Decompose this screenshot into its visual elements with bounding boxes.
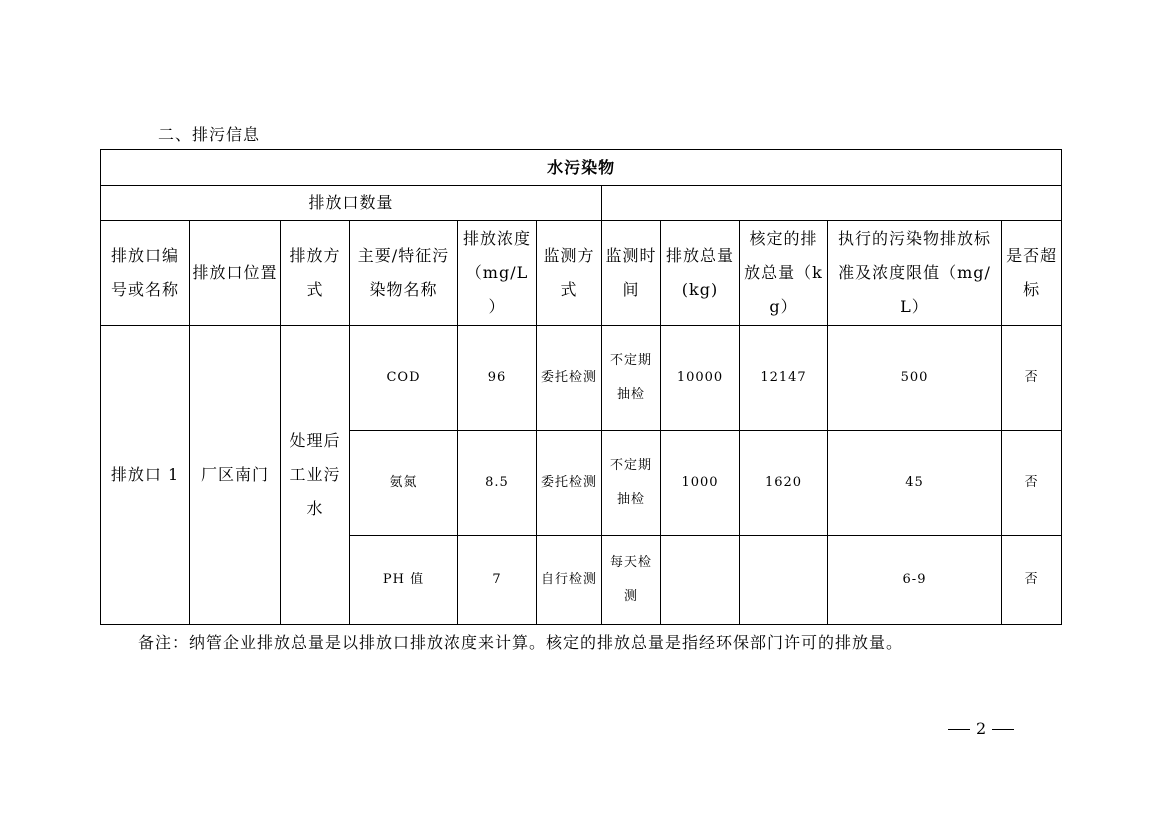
exceeded-flag: 否 [1002,326,1062,431]
total-discharge: 10000 [661,326,740,431]
approved-total [740,536,828,625]
monitoring-time: 不定期抽检 [602,431,661,536]
concentration-value: 7 [458,536,537,625]
monitoring-method: 委托检测 [537,326,602,431]
discharge-method: 处理后工业污水 [281,326,350,625]
water-pollutant-table [100,149,1062,625]
approved-total: 1620 [740,431,828,536]
pollutant-name: COD [350,326,458,431]
header-outlet-name: 排放口编号或名称 [101,221,190,326]
concentration-value: 96 [458,326,537,431]
section-title: 二、排污信息 [158,125,261,144]
page-number [942,719,1020,738]
total-discharge: 1000 [661,431,740,536]
outlet-count-label: 排放口数量 [101,186,602,221]
outlet-name: 排放口 1 [101,326,190,625]
outlet-count-value [602,186,1062,221]
concentration-value: 8.5 [458,431,537,536]
table-row [101,326,1062,431]
header-concentration: 排放浓度（mg/L ） [458,221,537,326]
exceeded-flag: 否 [1002,431,1062,536]
standard-limit: 500 [828,326,1002,431]
dash-right [992,729,1014,730]
header-total-discharge: 排放总量(kg) [661,221,740,326]
outlet-location: 厂区南门 [190,326,281,625]
footnote: 备注：纳管企业排放总量是以排放口排放浓度来计算。核定的排放总量是指经环保部门许可的排放量。 [138,633,904,652]
approved-total: 12147 [740,326,828,431]
standard-limit: 45 [828,431,1002,536]
header-exceeded: 是否超标 [1002,221,1062,326]
exceeded-flag: 否 [1002,536,1062,625]
header-outlet-location: 排放口位置 [190,221,281,326]
monitoring-method: 自行检测 [537,536,602,625]
pollutant-name: PH 值 [350,536,458,625]
table-title: 水污染物 [101,150,1062,186]
dash-left [948,729,970,730]
header-monitoring-time: 监测时间 [602,221,661,326]
header-standard-limit: 执行的污染物排放标准及浓度限值（mg/L） [828,221,1002,326]
page-number-value: 2 [976,719,987,738]
monitoring-time: 每天检测 [602,536,661,625]
header-pollutant-name: 主要/特征污染物名称 [350,221,458,326]
pollutant-name: 氨氮 [350,431,458,536]
monitoring-method: 委托检测 [537,431,602,536]
total-discharge [661,536,740,625]
header-approved-total: 核定的排放总量（kg） [740,221,828,326]
header-discharge-method: 排放方式 [281,221,350,326]
standard-limit: 6-9 [828,536,1002,625]
header-monitoring-method: 监测方式 [537,221,602,326]
monitoring-time: 不定期抽检 [602,326,661,431]
